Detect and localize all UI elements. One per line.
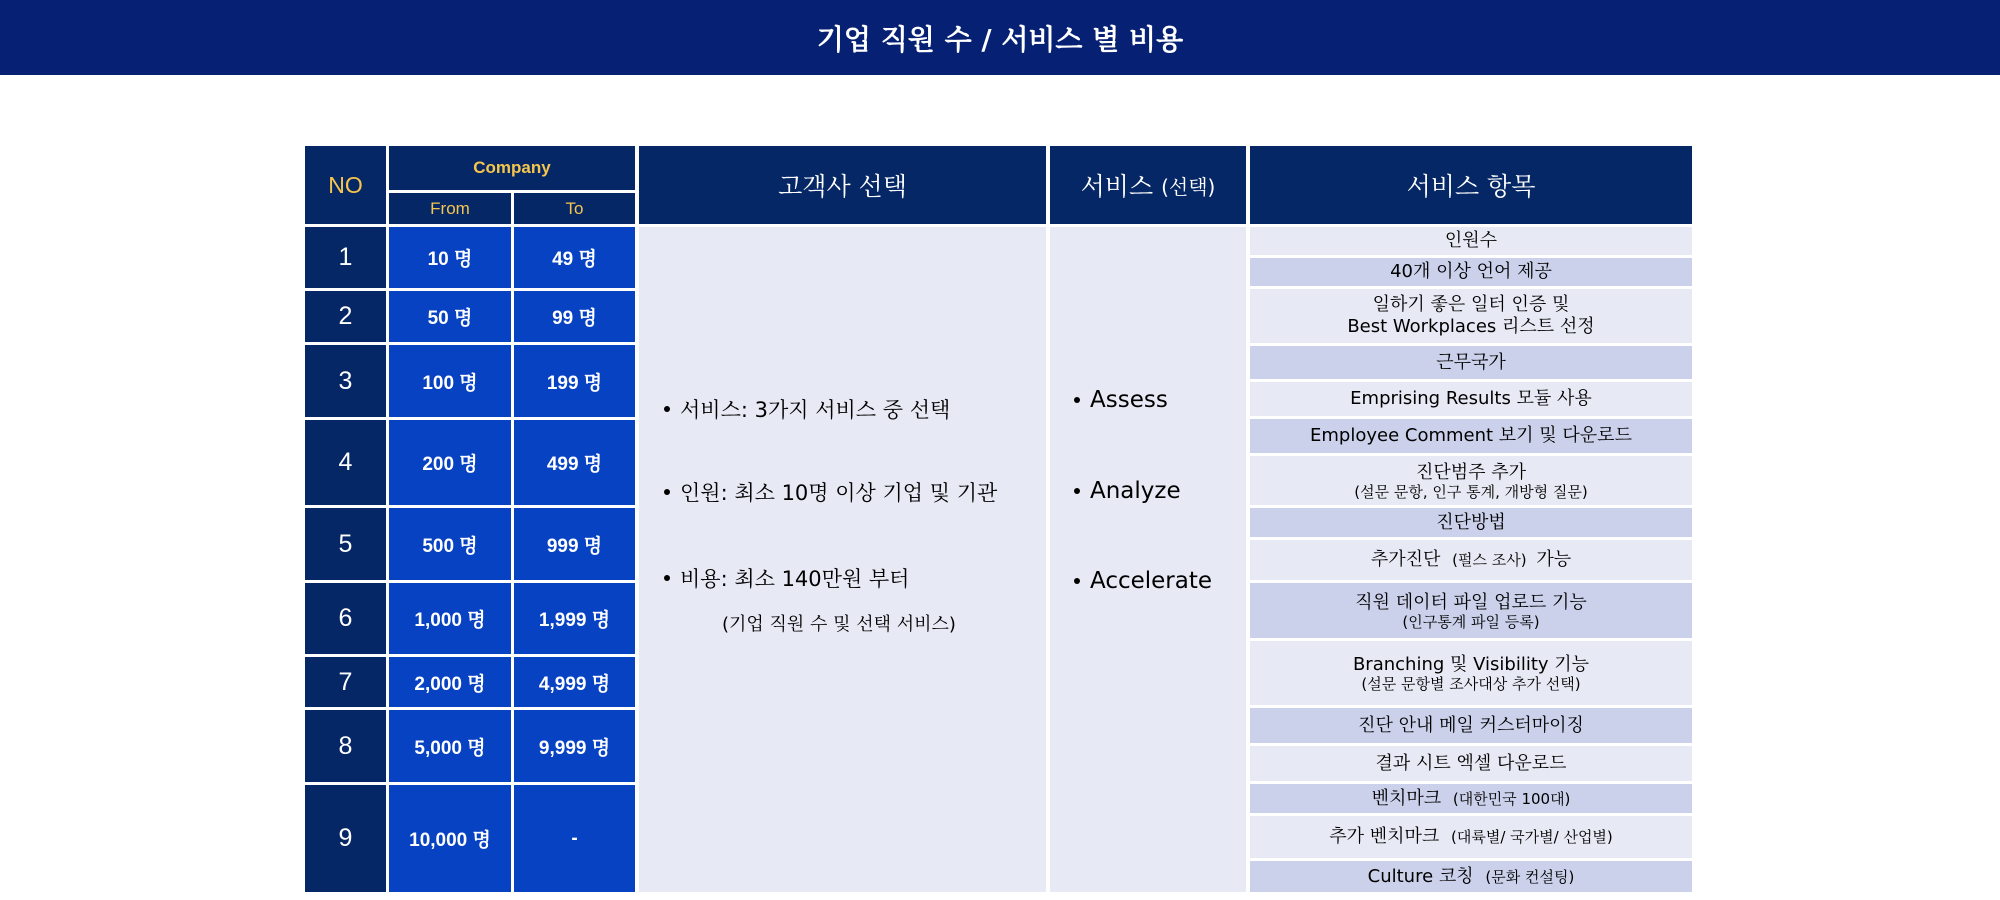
- service-item-text: Employee Comment 보기 및 다운로드: [1310, 425, 1632, 446]
- customer-bullet-service: [664, 394, 950, 424]
- to-cell: 199 명: [514, 345, 635, 417]
- service-item-text: Branching 및 Visibility 기능: [1352, 654, 1590, 675]
- customer-bullet-text: 인원: 최소 10명 이상 기업 및 기관: [680, 481, 998, 505]
- service-item-text-2: Best Workplaces 리스트 선정: [1347, 316, 1595, 337]
- service-item-after: 가능: [1536, 549, 1572, 570]
- header-service-sub: (선택): [1161, 174, 1216, 199]
- service-analyze: [1074, 476, 1181, 506]
- service-item-subtext: (설문 문항, 인구 통계, 개방형 질문): [1354, 482, 1588, 501]
- service-item-text: 진단범주 추가: [1415, 461, 1527, 483]
- from-cell: 50 명: [389, 291, 511, 342]
- from-cell: 500 명: [389, 508, 511, 580]
- service-item-text: 진단방법: [1436, 511, 1506, 533]
- service-item-subtext: (인구통계 파일 등록): [1402, 612, 1540, 631]
- to-cell: 99 명: [514, 291, 635, 342]
- from-cell: 10,000 명: [389, 785, 511, 892]
- header-company-label: Company: [473, 158, 551, 177]
- no-cell: 4: [305, 420, 386, 505]
- from-cell: 1,000 명: [389, 583, 511, 654]
- bullet-dot: [1074, 488, 1080, 494]
- service-item-line: [1371, 549, 1571, 571]
- service-item-line: [1329, 826, 1613, 848]
- service-item: [1250, 382, 1692, 416]
- bullet-dot: [664, 489, 670, 495]
- service-item-text: 진단 안내 메일 커스터마이징: [1358, 714, 1584, 736]
- no-cell: 5: [305, 508, 386, 580]
- to-cell: 1,999 명: [514, 583, 635, 654]
- from-cell: 200 명: [389, 420, 511, 505]
- service-item-inline: (펄스 조사): [1452, 551, 1527, 569]
- service-item-text: 직원 데이터 파일 업로드 기능: [1355, 591, 1587, 613]
- bullet-dot: [664, 406, 670, 412]
- header-items: [1250, 146, 1692, 224]
- service-item: [1250, 861, 1692, 892]
- service-item-text: 추가진단: [1370, 549, 1441, 570]
- page-title: 기업 직원 수 / 서비스 별 비용: [0, 0, 2000, 75]
- no-cell: 9: [305, 785, 386, 892]
- service-item-line: [1372, 788, 1571, 810]
- header-service: [1050, 146, 1246, 224]
- bullet-dot: [1074, 397, 1080, 403]
- service-label: Accelerate: [1090, 568, 1213, 594]
- header-customer: [639, 146, 1046, 224]
- service-item-line: [1368, 866, 1575, 888]
- service-item-text: 일하기 좋은 일터 인증 및: [1372, 294, 1570, 315]
- service-item-inline: (대륙별/ 국가별/ 산업별): [1451, 828, 1613, 846]
- service-item: [1250, 708, 1692, 743]
- service-item: [1250, 227, 1692, 255]
- header-to: [514, 193, 635, 224]
- service-item: [1250, 540, 1692, 580]
- header-from: [389, 193, 511, 224]
- no-cell: 1: [305, 227, 386, 288]
- service-item: [1250, 784, 1692, 813]
- service-item: [1250, 746, 1692, 781]
- service-accelerate: [1074, 566, 1212, 596]
- service-item-text: 40개 이상 언어 제공: [1390, 261, 1552, 282]
- service-item: [1250, 641, 1692, 705]
- from-cell: 10 명: [389, 227, 511, 288]
- service-item-text: 인원수: [1444, 230, 1498, 251]
- header-no-label: NO: [328, 171, 363, 198]
- service-item: [1250, 508, 1692, 537]
- customer-note: [722, 609, 956, 637]
- service-label: Analyze: [1090, 478, 1181, 504]
- from-cell: 5,000 명: [389, 710, 511, 782]
- service-item: [1250, 289, 1692, 343]
- header-customer-label: 고객사 선택: [778, 172, 907, 201]
- no-cell: 6: [305, 583, 386, 654]
- service-item-text: Culture 코칭: [1367, 865, 1474, 887]
- customer-bullet-text: 비용: 최소 140만원 부터: [680, 567, 910, 591]
- service-label: Assess: [1090, 387, 1168, 413]
- from-cell: 100 명: [389, 345, 511, 417]
- customer-note-text: (기업 직원 수 및 선택 서비스): [722, 614, 956, 635]
- to-cell: 499 명: [514, 420, 635, 505]
- bullet-dot: [664, 575, 670, 581]
- no-cell: 7: [305, 657, 386, 707]
- to-cell: 49 명: [514, 227, 635, 288]
- service-item: [1250, 816, 1692, 858]
- service-item-subtext: (설문 문항별 조사대상 추가 선택): [1361, 675, 1581, 693]
- service-item: [1250, 258, 1692, 286]
- header-to-label: To: [565, 198, 584, 218]
- no-cell: 2: [305, 291, 386, 342]
- service-item-text: 결과 시트 엑셀 다운로드: [1375, 752, 1567, 774]
- service-assess: [1074, 385, 1168, 415]
- header-service-label: 서비스: [1080, 172, 1154, 201]
- customer-bullet-text: 서비스: 3가지 서비스 중 선택: [680, 398, 951, 422]
- bullet-dot: [1074, 578, 1080, 584]
- customer-bullet-headcount: [664, 477, 997, 507]
- no-cell: 3: [305, 345, 386, 417]
- service-item: [1250, 419, 1692, 453]
- service-item-text: 벤치마크: [1371, 787, 1442, 809]
- customer-bullet-cost: [664, 563, 909, 593]
- service-item: [1250, 583, 1692, 638]
- service-item: [1250, 346, 1692, 379]
- header-from-label: From: [430, 198, 470, 218]
- no-cell: 8: [305, 710, 386, 782]
- service-item-text: Emprising Results 모듈 사용: [1350, 388, 1592, 409]
- from-cell: 2,000 명: [389, 657, 511, 707]
- header-company: [389, 146, 635, 190]
- service-item-inline: (대한민국 100대): [1452, 789, 1571, 808]
- service-item-text: 추가 벤치마크: [1329, 826, 1440, 847]
- to-cell: 4,999 명: [514, 657, 635, 707]
- header-no: [305, 146, 386, 224]
- to-cell: 999 명: [514, 508, 635, 580]
- service-item-inline: (문화 컨설팅): [1485, 867, 1575, 886]
- customer-panel: [639, 227, 1046, 892]
- service-panel: [1050, 227, 1246, 892]
- to-cell: -: [514, 785, 635, 892]
- service-item-text: 근무국가: [1436, 351, 1506, 373]
- header-items-label: 서비스 항목: [1406, 172, 1536, 201]
- to-cell: 9,999 명: [514, 710, 635, 782]
- service-item: [1250, 456, 1692, 505]
